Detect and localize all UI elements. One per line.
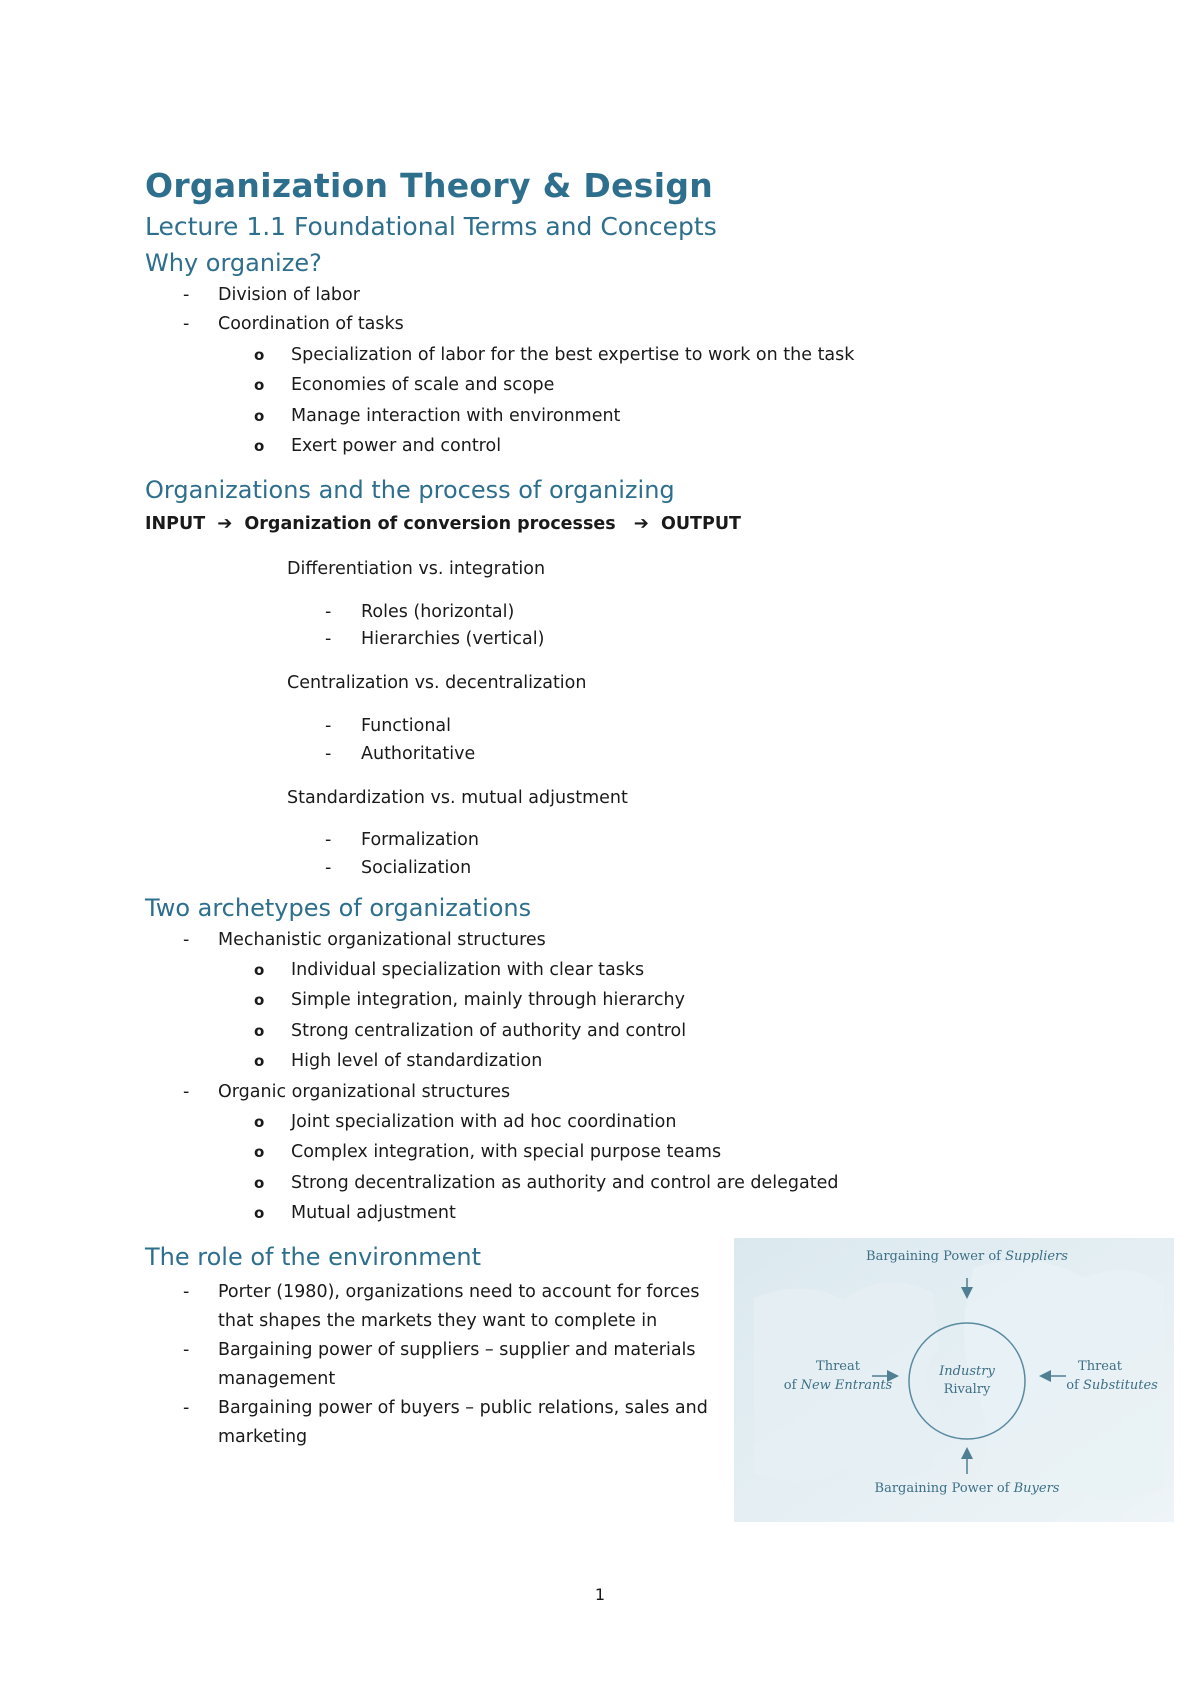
document-title: Organization Theory & Design xyxy=(145,166,714,205)
arrow-right-icon: ➔ xyxy=(217,513,233,534)
arrow-right-icon: ➔ xyxy=(633,513,649,534)
force-new-entrants-label-1: Threat xyxy=(816,1359,860,1374)
group-label: Standardization vs. mutual adjustment xyxy=(287,788,628,808)
heading-two-archetypes: Two archetypes of organizations xyxy=(145,894,532,922)
flow-conversion: Organization of conversion processes xyxy=(244,514,616,534)
flow-output: OUTPUT xyxy=(660,514,741,534)
list-item: Bargaining power of suppliers – supplier and materials management xyxy=(218,1340,696,1389)
heading-process-of-organizing: Organizations and the process of organizing xyxy=(145,476,675,504)
flow-input: INPUT xyxy=(145,514,206,534)
heading-role-of-environment: The role of the environment xyxy=(145,1243,481,1271)
porter-five-forces-diagram xyxy=(734,1238,1174,1522)
list-item: Bargaining power of buyers – public relations, sales and marketing xyxy=(218,1398,708,1447)
center-label-industry: Industry xyxy=(939,1364,995,1379)
force-new-entrants-label-2: of New Entrants xyxy=(783,1378,893,1393)
page-number: 1 xyxy=(594,1585,606,1604)
document-page: Organization Theory & Design Lecture 1.1 Foundational Terms and Concepts Why organize? - Division of labor - Coordination of tasks o Specialization of labor for the best expertise to work on the task o Economies of scale and scope o Manage interaction with environment o Exert power and control Organizations and the process of organizing INPUT ➔ Organization of conversion processes ➔ OUTPUT Differentiation vs. integration - Roles (horizontal) - Hierarchies (vertical) Centralization vs. decentralization - Functional - Authoritative Standardization vs. mutual adjustment - Formalization - Socialization Two archetypes of organizations - Mechanistic organizational structures o Individual specialization with clear tasks o Simple integration, mainly through hierarchy o Strong centralization of authority and control o High level of standardization - Organic organizational structures o Joint specialization with ad hoc coordination o Complex integration, with special purpose teams o Strong decentralization as authority and control are delegated o Mutual adjustment The role of the environment - Porter (1980), organizations need to account for forces that shapes the markets they want to complete in - Bargaining power of suppliers – supplier and materials management - Bargaining power of buyers – public relations, sales and marketing Bargaining Power of Suppliers Industry Rivalry Threat of New Entrants Threat of Substitutes Bargaining Power of Buyers 1 xyxy=(0,0,1200,1698)
group-label: Differentiation vs. integration xyxy=(287,559,546,579)
force-buyers-label: Bargaining Power of Buyers xyxy=(874,1481,1060,1496)
heading-why-organize: Why organize? xyxy=(145,249,322,277)
list-item: Porter (1980), organizations need to account for forces that shapes the markets they want to complete in xyxy=(218,1282,700,1331)
force-substitutes-label-2: of Substitutes xyxy=(1066,1378,1158,1393)
force-suppliers-label: Bargaining Power of Suppliers xyxy=(866,1249,1068,1264)
group-label: Centralization vs. decentralization xyxy=(287,673,587,693)
input-output-flow xyxy=(145,513,741,534)
center-label-rivalry: Rivalry xyxy=(943,1382,991,1397)
lecture-subtitle: Lecture 1.1 Foundational Terms and Concepts xyxy=(145,212,717,241)
force-substitutes-label-1: Threat xyxy=(1078,1359,1122,1374)
